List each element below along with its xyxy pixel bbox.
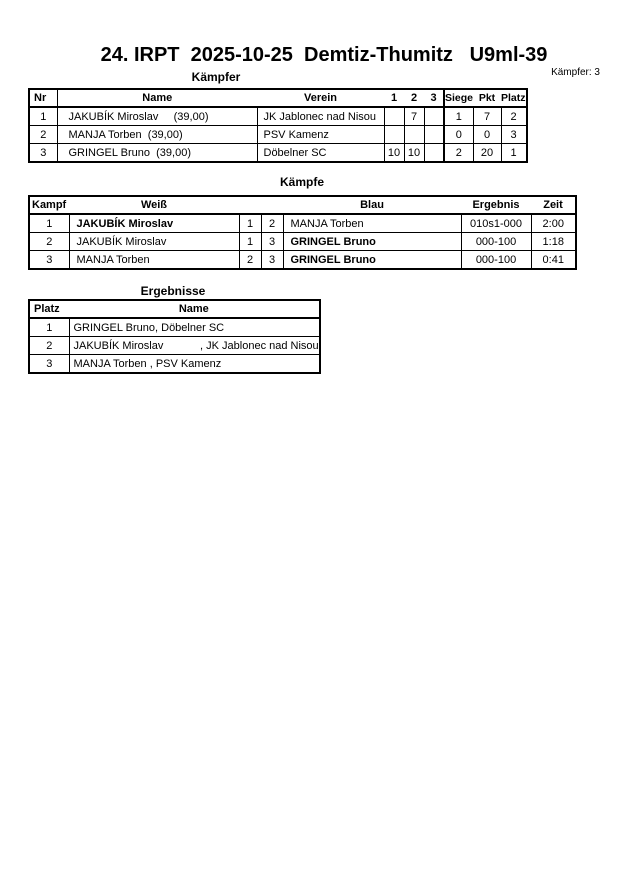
cell-white-nr: 1 — [239, 214, 261, 233]
column-header-round3: 3 — [424, 89, 444, 107]
column-header-round1: 1 — [384, 89, 404, 107]
cell-round2-score: 7 — [404, 107, 424, 126]
section-heading-kaempfe: Kämpfe — [279, 175, 324, 189]
cell-blue-nr: 3 — [261, 233, 283, 251]
cell-wins: 1 — [444, 107, 473, 126]
column-header-verein: Verein — [257, 89, 384, 107]
cell-result: 010s1-000 — [461, 214, 531, 233]
cell-place: 2 — [29, 337, 69, 355]
cell-white-fighter: MANJA Torben — [69, 251, 239, 270]
cell-nr: 3 — [29, 144, 57, 163]
cell-club: PSV Kamenz — [257, 126, 384, 144]
cell-fighter-club: GRINGEL Bruno, Döbelner SC — [69, 318, 320, 337]
cell-time: 2:00 — [531, 214, 576, 233]
cell-nr: 2 — [29, 126, 57, 144]
cell-fighter-club: MANJA Torben , PSV Kamenz — [69, 355, 320, 374]
column-header-blau: Blau — [283, 196, 461, 214]
cell-fighter-name: MANJA Torben (39,00) — [57, 126, 257, 144]
cell-place: 3 — [29, 355, 69, 374]
cell-club: Döbelner SC — [257, 144, 384, 163]
table-header-row — [29, 89, 527, 107]
bout-row — [29, 233, 576, 251]
column-header-nr: Nr — [29, 89, 57, 107]
result-row — [29, 337, 320, 355]
fighter-count-label: Kämpfer: 3 — [551, 67, 600, 78]
cell-white-nr: 1 — [239, 233, 261, 251]
cell-club: JK Jablonec nad Nisou — [257, 107, 384, 126]
column-header-platz: Platz — [29, 300, 69, 318]
result-row — [29, 355, 320, 374]
cell-bout-number: 3 — [29, 251, 69, 270]
column-header-platz: Platz — [501, 89, 527, 107]
cell-round3-score — [424, 126, 444, 144]
cell-round1-score — [384, 107, 404, 126]
cell-round1-score — [384, 126, 404, 144]
fighters-table — [28, 88, 528, 163]
fighter-row — [29, 126, 527, 144]
cell-points: 20 — [473, 144, 501, 163]
cell-round3-score — [424, 107, 444, 126]
table-header-row — [29, 300, 320, 318]
cell-bout-number: 1 — [29, 214, 69, 233]
column-header-blau-nr — [261, 196, 283, 214]
cell-place: 2 — [501, 107, 527, 126]
cell-result: 000-100 — [461, 233, 531, 251]
cell-place: 1 — [501, 144, 527, 163]
table-header-row — [29, 196, 576, 214]
cell-white-nr: 2 — [239, 251, 261, 270]
section-heading-kaempfer: Kämpfer — [191, 70, 241, 84]
cell-result: 000-100 — [461, 251, 531, 270]
fighter-row — [29, 107, 527, 126]
cell-place: 3 — [501, 126, 527, 144]
cell-blue-fighter: GRINGEL Bruno — [283, 233, 461, 251]
cell-points: 0 — [473, 126, 501, 144]
column-header-weiss: Weiß — [69, 196, 239, 214]
column-header-name: Name — [57, 89, 257, 107]
cell-wins: 2 — [444, 144, 473, 163]
cell-round3-score — [424, 144, 444, 163]
fighter-row — [29, 144, 527, 163]
cell-white-fighter: JAKUBÍK Miroslav — [69, 233, 239, 251]
cell-round2-score — [404, 126, 424, 144]
column-header-zeit: Zeit — [531, 196, 576, 214]
section-heading-ergebnisse: Ergebnisse — [140, 284, 206, 298]
cell-fighter-club: JAKUBÍK Miroslav , JK Jablonec nad Nisou — [69, 337, 320, 355]
cell-round1-score: 10 — [384, 144, 404, 163]
cell-points: 7 — [473, 107, 501, 126]
column-header-ergebnis: Ergebnis — [461, 196, 531, 214]
bout-row — [29, 251, 576, 270]
cell-blue-nr: 3 — [261, 251, 283, 270]
cell-blue-fighter: GRINGEL Bruno — [283, 251, 461, 270]
bout-row — [29, 214, 576, 233]
column-header-name: Name — [69, 300, 320, 318]
results-table — [28, 299, 321, 374]
cell-round2-score: 10 — [404, 144, 424, 163]
cell-nr: 1 — [29, 107, 57, 126]
cell-blue-fighter: MANJA Torben — [283, 214, 461, 233]
page-title: 24. IRPT 2025-10-25 Demtiz-Thumitz U9ml-39 — [100, 44, 548, 66]
cell-wins: 0 — [444, 126, 473, 144]
column-header-round2: 2 — [404, 89, 424, 107]
column-header-kampf: Kampf — [29, 196, 69, 214]
column-header-weiss-nr — [239, 196, 261, 214]
cell-fighter-name: JAKUBÍK Miroslav (39,00) — [57, 107, 257, 126]
column-header-siege: Siege — [444, 89, 473, 107]
cell-place: 1 — [29, 318, 69, 337]
bouts-table — [28, 195, 577, 270]
cell-blue-nr: 2 — [261, 214, 283, 233]
column-header-pkt: Pkt — [473, 89, 501, 107]
cell-time: 1:18 — [531, 233, 576, 251]
cell-fighter-name: GRINGEL Bruno (39,00) — [57, 144, 257, 163]
cell-white-fighter: JAKUBÍK Miroslav — [69, 214, 239, 233]
result-row — [29, 318, 320, 337]
cell-bout-number: 2 — [29, 233, 69, 251]
cell-time: 0:41 — [531, 251, 576, 270]
